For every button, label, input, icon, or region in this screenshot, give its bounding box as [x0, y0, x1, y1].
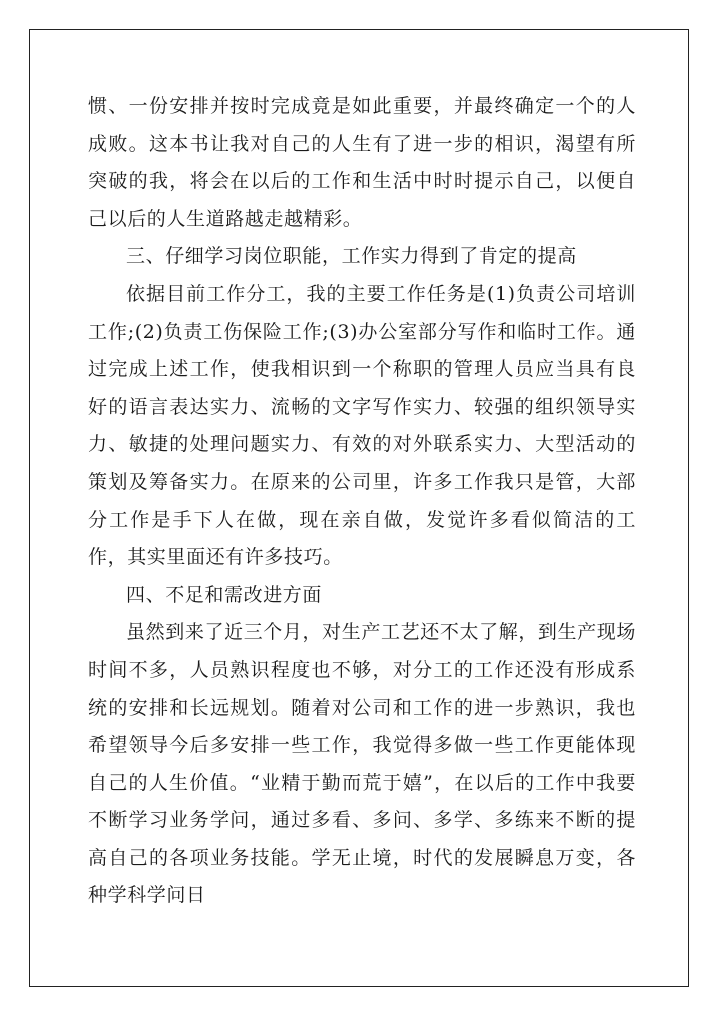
paragraph-job-duties: 依据目前工作分工，我的主要工作任务是(1)负责公司培训工作;(2)负责工伤保险工作;(3)办公室部分写作和临时工作。通过完成上述工作，使我相识到一个称职的管理人员应当具有良好的语言表达实力、流畅的文字写作实力、较强的组织领导实力、敏捷的处理问题实力、有效的对外联系实力、大型活动的策划及筹备实力。在原来的公司里，许多工作我只是管，大部分工作是手下人在做，现在亲自做，发觉许多看似简洁的工作，其实里面还有许多技巧。: [88, 282, 636, 569]
section-heading-4: 四、不足和需改进方面: [126, 583, 323, 606]
paragraph-continuation: 惯、一份安排并按时完成竟是如此重要，并最终确定一个的人成败。这本书让我对自己的人生有了进一步的相识，渴望有所突破的我，将会在以后的工作和生活中时时提示自己，以便自己以后的人生道路越走越精彩。: [88, 95, 636, 230]
document-body: [88, 88, 636, 915]
section-heading-3: 三、仔细学习岗位职能，工作实力得到了肯定的提高: [126, 245, 577, 268]
paragraph-improvements: 虽然到来了近三个月，对生产工艺还不太了解，到生产现场时间不多，人员熟识程度也不够，对分工的工作还没有形成系统的安排和长远规划。随着对公司和工作的进一步熟识，我也希望领导今后多安排一些工作，我觉得多做一些工作更能体现自己的人生价值。“业精于勤而荒于嬉”，在以后的工作中我要不断学习业务学问，通过多看、多问、多学、多练来不断的提高自己的各项业务技能。学无止境，时代的发展瞬息万变，各种学科学问日: [88, 621, 636, 907]
